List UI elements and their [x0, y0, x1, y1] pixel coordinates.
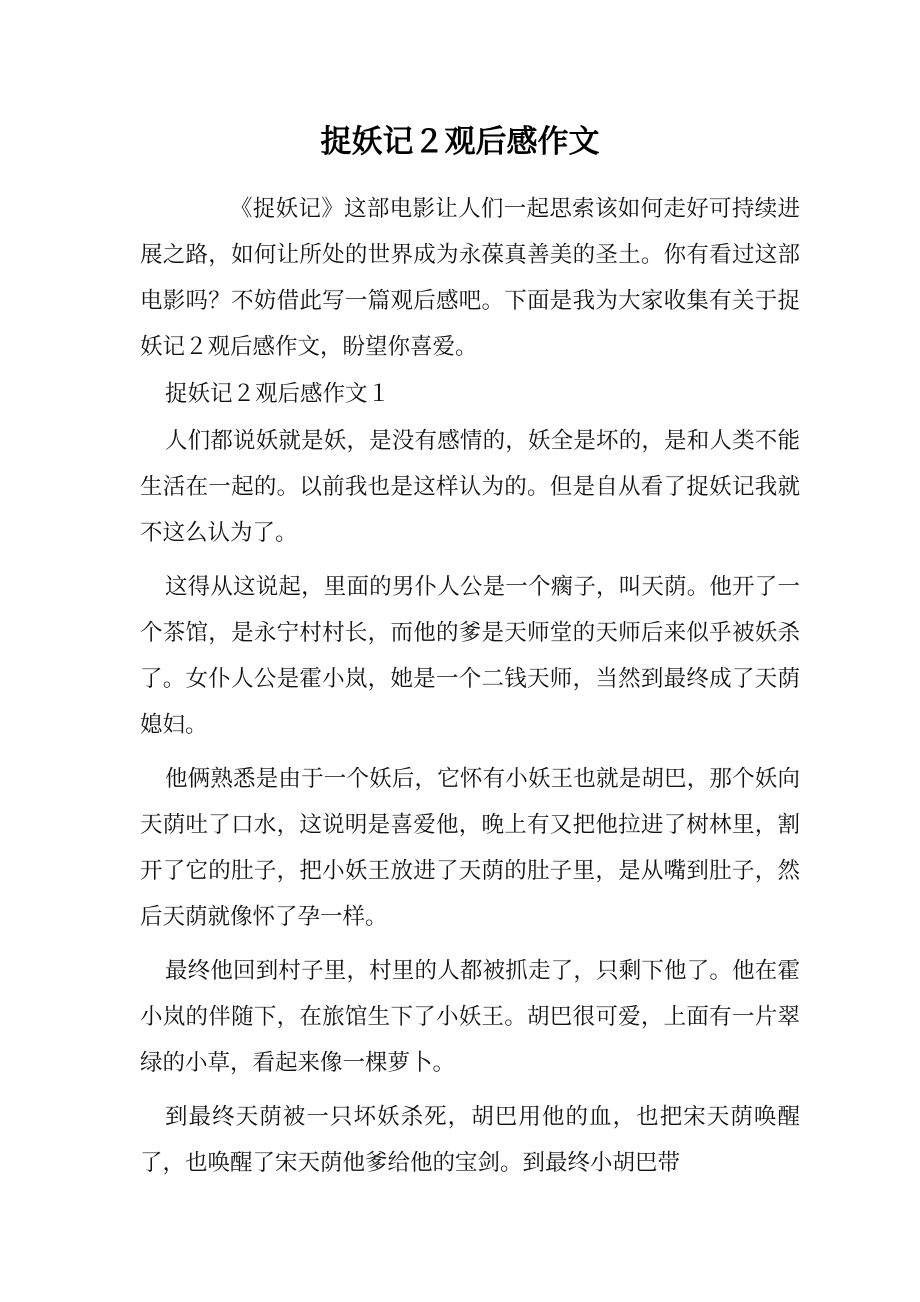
intro-paragraph: 《捉妖记》这部电影让人们一起思索该如何走好可持续进展之路，如何让所处的世界成为永葆真善美的圣土。你有看过这部电影吗？不妨借此写一篇观后感吧。下面是我为大家收集有关于捉妖记２观后感作文，盼望你喜爱。 [140, 196, 800, 360]
section-heading: 捉妖记２观后感作文１ [165, 381, 391, 407]
body-paragraph: 这得从这说起，里面的男仆人公是一个瘸子，叫天荫。他开了一个茶馆，是永宁村村长，而他的爹是天师堂的天师后来似乎被妖杀了。女仆人公是霍小岚，她是一个二钱天师，当然到最终成了天荫媳妇。 [140, 574, 800, 738]
body-paragraph: 到最终天荫被一只坏妖杀死，胡巴用他的血，也把宋天荫唤醒了，也唤醒了宋天荫他爹给他的宝剑。到最终小胡巴带 [140, 1104, 800, 1176]
document-body [140, 186, 800, 1186]
body-paragraph: 最终他回到村子里，村里的人都被抓走了，只剩下他了。他在霍小岚的伴随下，在旅馆生下了小妖王。胡巴很可爱，上面有一片翠绿的小草，看起来像一棵萝卜。 [140, 958, 800, 1076]
body-paragraph: 他俩熟悉是由于一个妖后，它怀有小妖王也就是胡巴，那个妖向天荫吐了口水，这说明是喜爱他，晚上有又把他拉进了树林里，割开了它的肚子，把小妖王放进了天荫的肚子里，是从嘴到肚子，然后天荫就像怀了孕一样。 [140, 766, 800, 930]
body-paragraph: 人们都说妖就是妖，是没有感情的，妖全是坏的，是和人类不能生活在一起的。以前我也是这样认为的。但是自从看了捉妖记我就不这么认为了。 [140, 428, 800, 546]
document-title: 捉妖记２观后感作文 [320, 124, 600, 160]
